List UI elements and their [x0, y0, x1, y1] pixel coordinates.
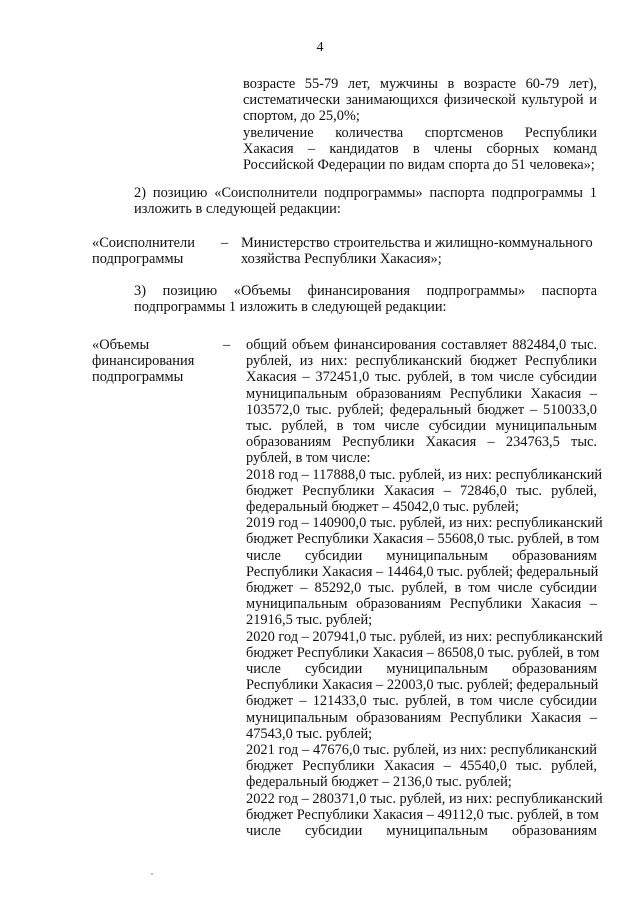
text-line: увеличение количества спортсменов Республики [243, 124, 597, 141]
text-line: подпрограммы 1 изложить в следующей редакции: [134, 299, 447, 315]
financing-line: бюджет Республики Хакасия – 55608,0 тыс. рублей, в том [246, 531, 600, 548]
text-line: 3) позицию «Объемы финансирования подпрограммы» паспорта [134, 283, 597, 299]
financing-line: Республики Хакасия – 14464,0 тыс. рублей; федеральный [246, 563, 599, 580]
financing-line: бюджет Республики Хакасия – 45540,0 тыс. рублей, [246, 758, 597, 775]
financing-line: 2022 год – 280371,0 тыс. рублей, из них: республиканский [246, 790, 603, 807]
financing-line: бюджет – 85292,0 тыс. рублей, в том числе субсидии [246, 580, 597, 596]
financing-label-line: финансирования [92, 353, 195, 369]
financing-line: муниципальным образованиям Республики Хакасия – [246, 385, 597, 402]
coexecutors-label-line: подпрограммы [92, 251, 184, 267]
financing-line: 2019 год – 140900,0 тыс. рублей, из них: республиканский [246, 515, 603, 532]
financing-line: бюджет Республики Хакасия – 72846,0 тыс. рублей, [246, 482, 597, 499]
financing-line: тыс. рублей, в том числе субсидии муниципальным [246, 418, 597, 434]
financing-line: числе субсидии муниципальным образованиям [246, 823, 597, 839]
financing-line: бюджет Республики Хакасия – 86508,0 тыс. рублей, в том [246, 644, 600, 661]
financing-line: Республики Хакасия – 22003,0 тыс. рублей; федеральный [246, 677, 599, 694]
page-number: 4 [316, 40, 324, 55]
financing-line: числе субсидии муниципальным образованиям [246, 547, 597, 564]
financing-line: 2018 год – 117888,0 тыс. рублей, из них: республиканский [246, 466, 603, 483]
financing-line: рублей, из них: республиканский бюджет Республики [246, 353, 597, 370]
financing-line: общий объем финансирования составляет 882484,0 тыс. [246, 337, 597, 353]
financing-line: Хакасия – 372451,0 тыс. рублей, в том числе субсидии [246, 369, 597, 386]
financing-label-line: «Объемы [92, 337, 150, 353]
financing-line: федеральный бюджет – 2136,0 тыс. рублей; [246, 774, 512, 791]
financing-line: образованиям Республики Хакасия – 234763,5 тыс. [246, 434, 597, 451]
scan-speck [151, 873, 153, 875]
coexecutors-label-line: «Соисполнители [92, 235, 195, 251]
financing-line: федеральный бюджет – 45042,0 тыс. рублей; [246, 499, 519, 515]
financing-line: муниципальным образованиям Республики Хакасия – [246, 596, 597, 613]
coexecutors-value-line: хозяйства Республики Хакасия»; [241, 251, 442, 267]
text-line: систематически занимающихся физической культурой и [243, 92, 597, 109]
financing-label-line: подпрограммы [92, 369, 184, 385]
financing-line: 2020 год – 207941,0 тыс. рублей, из них: республиканский [246, 628, 603, 645]
financing-line: рублей, в том числе: [246, 450, 371, 467]
text-line: изложить в следующей редакции: [134, 201, 341, 217]
coexecutors-value-line: Министерство строительства и жилищно-коммунального [241, 235, 593, 251]
text-line: 2) позицию «Соисполнители подпрограммы» паспорта подпрограммы 1 [134, 185, 597, 201]
text-line: возрасте 55-79 лет, мужчины в возрасте 60-79 лет), [243, 76, 597, 92]
financing-dash: – [223, 337, 231, 353]
financing-line: 103572,0 тыс. рублей; федеральный бюджет – 510033,0 [246, 401, 597, 418]
financing-line: 2021 год – 47676,0 тыс. рублей, из них: республиканский [246, 742, 597, 758]
financing-line: 21916,5 тыс. рублей; [246, 612, 373, 629]
financing-line: бюджет – 121433,0 тыс. рублей, в том числе субсидии [246, 693, 597, 710]
financing-line: 47543,0 тыс. рублей; [246, 725, 373, 742]
text-line: спортом, до 25,0%; [243, 108, 360, 125]
financing-line: числе субсидии муниципальным образованиям [246, 661, 597, 677]
coexecutors-dash: – [221, 235, 229, 251]
financing-line: бюджет Республики Хакасия – 49112,0 тыс. рублей, в том [246, 806, 599, 823]
financing-line: муниципальным образованиям Республики Хакасия – [246, 709, 597, 726]
text-line: Российской Федерации по видам спорта до 51 человека»; [243, 157, 595, 173]
text-line: Хакасия – кандидатов в члены сборных команд [243, 140, 597, 157]
